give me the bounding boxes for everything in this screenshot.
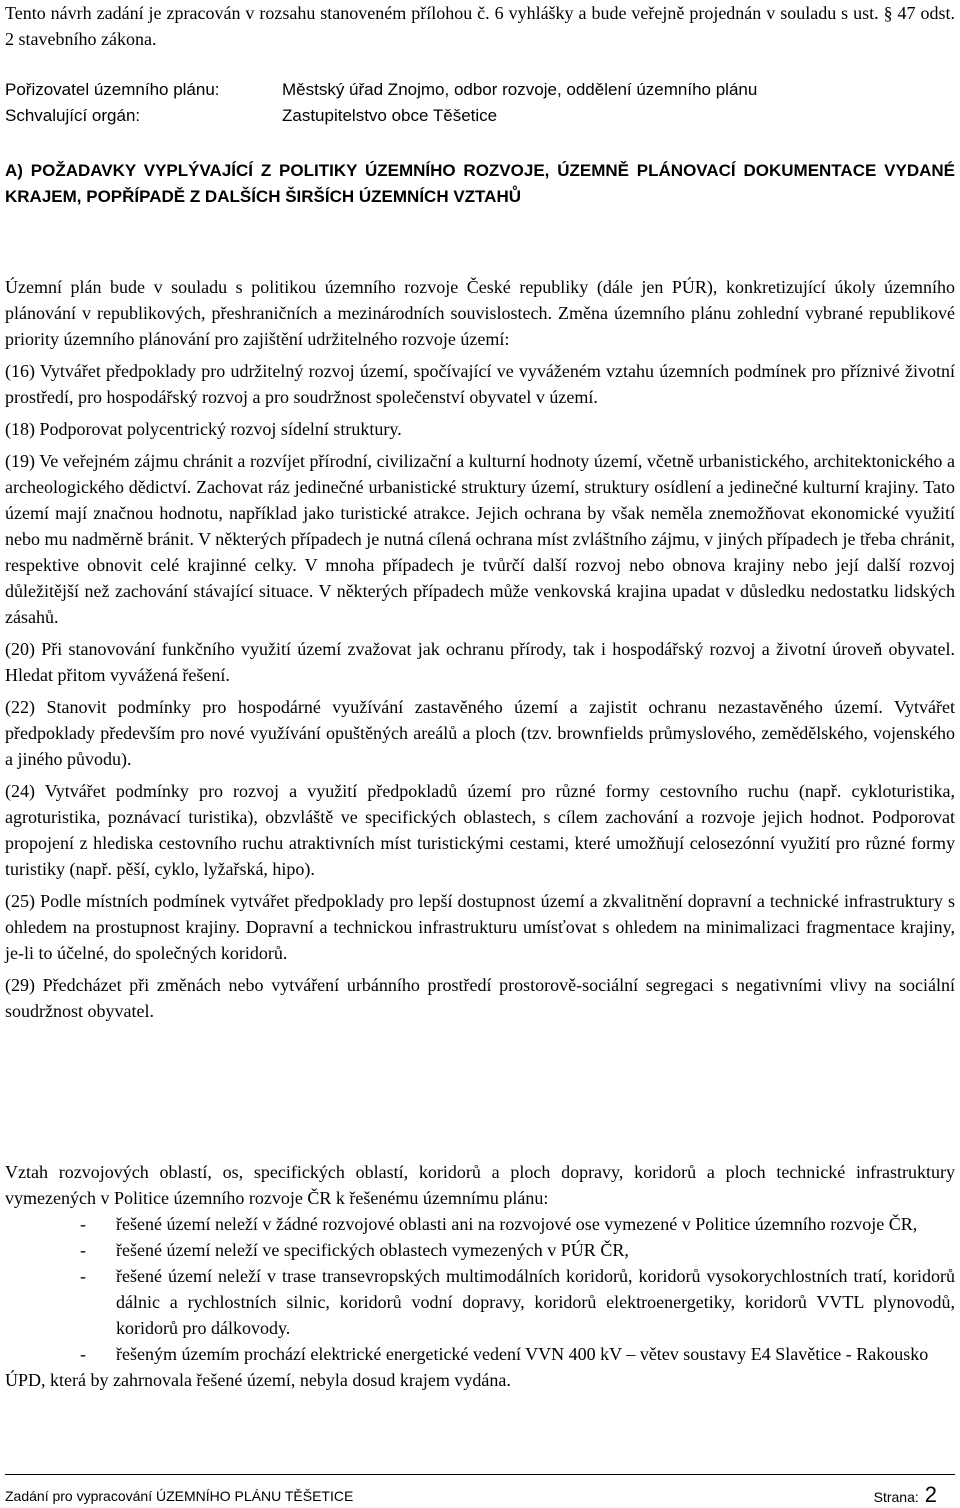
approver-row xyxy=(5,103,757,129)
procurer-label: Pořizovatel územního plánu: xyxy=(5,80,220,99)
paragraph-29: (29) Předcházet při změnách nebo vytváření urbánního prostředí prostorově-sociální segregaci s negativními vlivy na sociální soudržnost obyvatel. xyxy=(5,975,955,1021)
closing-paragraph: ÚPD, která by zahrnovala řešené území, nebyla dosud krajem vydána. xyxy=(5,1370,511,1390)
list-item: - řešené území neleží v trase transevropských multimodálních koridorů, koridorů vysokorychlostních tratí, koridorů dálnic a rychlostních silnic, koridorů vodní dopravy, koridorů elektroenergetiky, koridorů VVTL plynovodů, koridorů pro dálkovody. xyxy=(5,1263,955,1341)
intro-paragraph: Tento návrh zadání je zpracován v rozsahu stanoveném přílohou č. 6 vyhlášky a bude veřejně projednán v souladu s ust. § 47 odst. 2 stavebního zákona. xyxy=(5,3,955,49)
relations-block xyxy=(5,1159,955,1393)
paragraph-20: (20) Při stanovování funkčního využití území zvažovat jak ochranu přírody, tak i hospodářský rozvoj a životní úroveň obyvatel. Hledat přitom vyvážená řešení. xyxy=(5,639,955,685)
relation-paragraph: Vztah rozvojových oblastí, os, specifických oblastí, koridorů a ploch dopravy, koridorů a ploch technické infrastruktury vymezených v Politice územního rozvoje ČR k řešenému územnímu plánu: xyxy=(5,1162,955,1208)
relations-list xyxy=(5,1211,955,1367)
list-item: - řešeným územím prochází elektrické energetické vedení VVN 400 kV – větev soustavy E4 Slavětice - Rakousko xyxy=(5,1341,955,1367)
paragraph-18: (18) Podporovat polycentrický rozvoj sídelní struktury. xyxy=(5,419,402,439)
approver-value: Zastupitelstvo obce Těšetice xyxy=(282,106,498,125)
procurer-value: Městský úřad Znojmo, odbor rozvoje, oddělení územního plánu xyxy=(282,80,758,99)
paragraph-24: (24) Vytvářet podmínky pro rozvoj a využití předpokladů území pro různé formy cestovního ruchu (např. cykloturistika, agroturistika, poznávací turistika), obzvláště ve specifických oblastech, s cílem zachování a rozvoje jejich hodnot. Podporovat propojení z hlediska cestovního ruchu atraktivních míst turistickými cestami, které umožňují celosezónní využití pro různé formy turistiky (např. pěší, cyklo, lyžařská, hipo). xyxy=(5,781,955,879)
approver-label: Schvalující orgán: xyxy=(5,106,141,125)
paragraph-16: (16) Vytvářet předpoklady pro udržitelný rozvoj území, spočívající ve vyváženém vztahu územních podmínek pro příznivé životní prostředí, pro hospodářský rozvoj a pro soudržnost společenství obyvatel v území. xyxy=(5,361,955,407)
paragraph-22: (22) Stanovit podmínky pro hospodárné využívání zastavěného území a zajistit ochranu nezastavěného území. Vytvářet předpoklady především pro nové využívání opuštěných areálů a ploch (tzv. brownfields průmyslového, zemědělského, vojenského a jiného původu). xyxy=(5,697,955,769)
footer-document-title: Zadání pro vypracování ÚZEMNÍHO PLÁNU TĚŠETICE xyxy=(5,1488,354,1504)
page-label: Strana: xyxy=(873,1489,919,1505)
priorities-block xyxy=(5,274,955,1024)
info-block xyxy=(5,77,757,129)
footer-divider xyxy=(5,1474,955,1475)
list-item: - řešené území neleží v žádné rozvojové oblasti ani na rozvojové ose vymezené v Politice územního rozvoje ČR, xyxy=(5,1211,955,1237)
section-heading: A) POŽADAVKY VYPLÝVAJÍCÍ Z POLITIKY ÚZEMNÍHO ROZVOJE, ÚZEMNĚ PLÁNOVACÍ DOKUMENTACE VYDANÉ KRAJEM, POPŘÍPADĚ Z DALŠÍCH ŠIRŠÍCH ÚZEMNÍCH VZTAHŮ xyxy=(5,161,955,206)
page-number: 2 xyxy=(924,1482,937,1507)
procurer-row xyxy=(5,77,757,103)
paragraph-pur: Územní plán bude v souladu s politikou územního rozvoje České republiky (dále jen PÚR), konkretizující úkoly územního plánování v republikových, přeshraničních a mezinárodních souvislostech. Změna územního plánu zohlední vybrané republikové priority územního plánování pro zajištění udržitelného rozvoje území: xyxy=(5,277,955,349)
paragraph-25: (25) Podle místních podmínek vytvářet předpoklady pro lepší dostupnost území a zkvalitnění dopravní a technické infrastruktury s ohledem na prostupnost krajiny. Dopravní a technickou infrastrukturu umísťovat s ohledem na minimalizaci fragmentace krajiny, je-li to účelné, do společných koridorů. xyxy=(5,891,955,963)
page-footer xyxy=(5,1482,955,1508)
list-item: - řešené území neleží ve specifických oblastech vymezených v PÚR ČR, xyxy=(5,1237,955,1263)
paragraph-19: (19) Ve veřejném zájmu chránit a rozvíjet přírodní, civilizační a kulturní hodnoty území, včetně urbanistického, architektonického a archeologického dědictví. Zachovat ráz jedinečné urbanistické struktury území, struktury osídlení a jedinečné kulturní krajiny. Tato území mají značnou hodnotu, například jako turistické atrakce. Jejich ochrana by však neměla znemožňovat ekonomické využití nebo mu nadměrně bránit. V některých případech je nutná cílená ochrana míst zvláštního zájmu, v jiných případech je třeba chránit, respektive obnovit celé krajinné celky. V mnoha případech je tvůrčí další rozvoj nebo obnova krajiny nebo její další rozvoj důležitější než zachování stávající situace. V některých případech může venkovská krajina upadat v důsledku nedostatku lidských zásahů. xyxy=(5,451,955,627)
page-indicator xyxy=(874,1482,937,1508)
